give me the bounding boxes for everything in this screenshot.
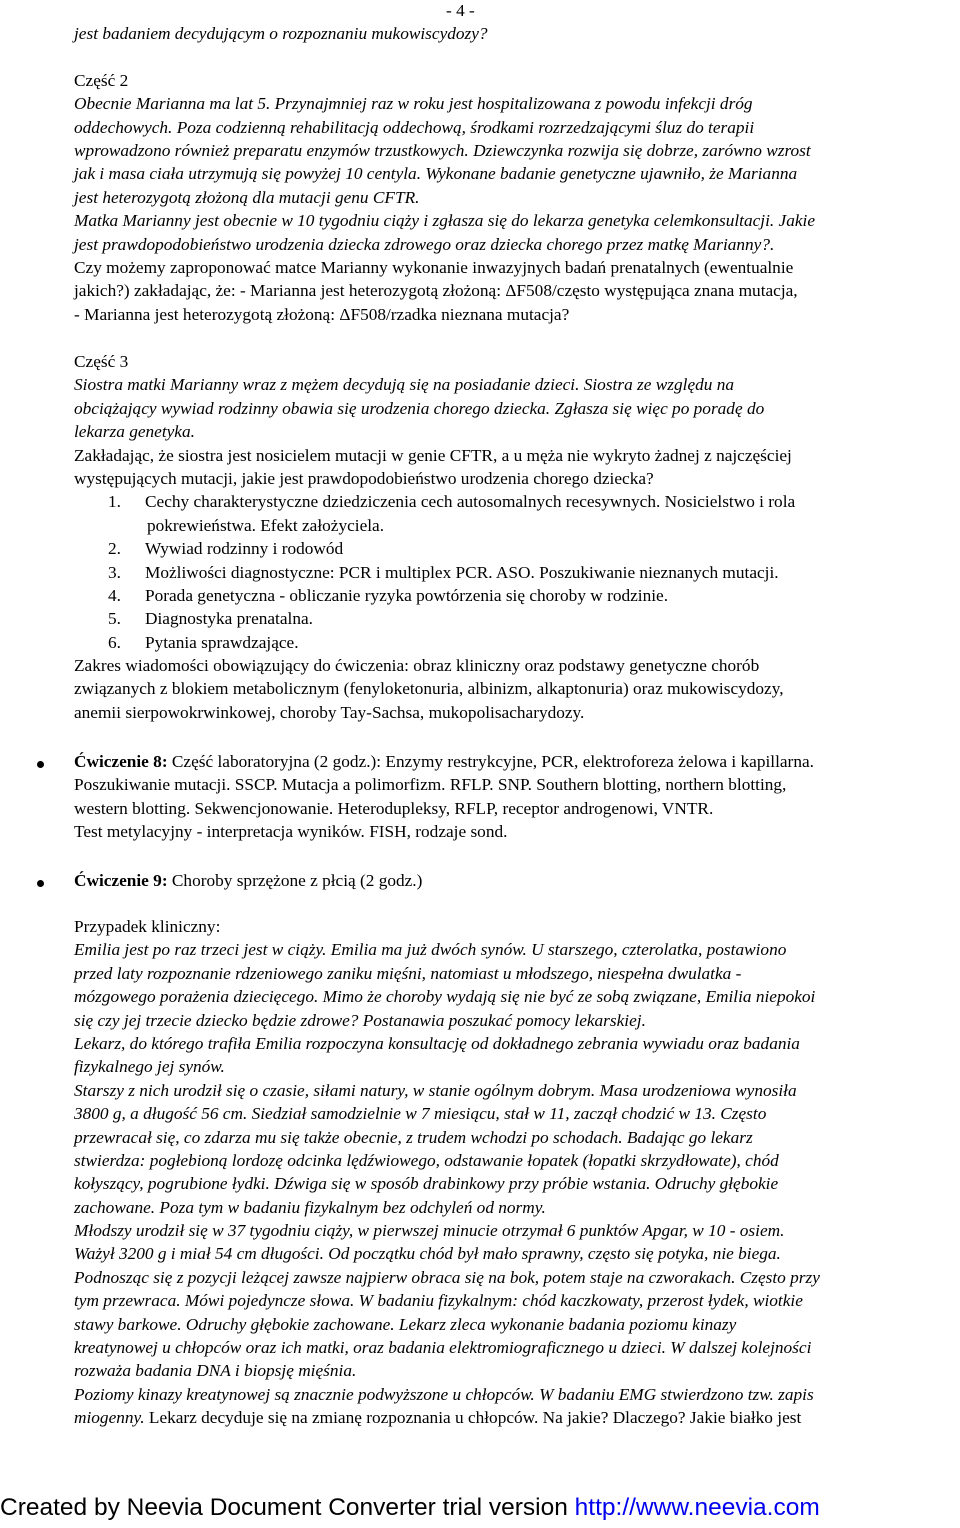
case-line: Emilia jest po raz trzeci jest w ciąży. Emilia ma już dwóch synów. U starszego, czterolatka, postawiono [74, 940, 787, 960]
case-line: Ważył 3200 g i miał 54 cm długości. Od początku chód był mało sprawny, często się potyka, nie biega. [74, 1244, 781, 1264]
case-heading: Przypadek kliniczny: [74, 917, 221, 936]
part2-line: wprowadzono również preparatu enzymów trzustkowych. Dziewczynka rozwija się dobrze, zarówno wzrost [74, 140, 811, 160]
spacer [74, 45, 954, 68]
case-line: rozważa badania DNA i biopsję mięśnia. [74, 1361, 357, 1381]
exercise9-text: Choroby sprzężone z płcią (2 godz.) [167, 871, 423, 890]
case-line: Podnosząc się z pozycji leżącej zawsze najpierw obraca się na bok, potem staje na czworakach. Często przy [74, 1267, 820, 1287]
case-line: kreatynowej u chłopców oraz ich matki, oraz badania elektromiograficznego u dzieci. W dalszej kolejności [74, 1338, 812, 1358]
case-line: 3800 g, a długość 56 cm. Siedział samodzielnie w 7 miesiącu, stał w 11, zaczął chodzić w 13. Często [74, 1104, 767, 1124]
exercise8-label: Ćwiczenie 8: [74, 752, 168, 771]
exercise9-label: Ćwiczenie 9: [74, 871, 168, 890]
list-text: Pytania sprawdzające. [145, 632, 299, 652]
list-text: Porada genetyczna - obliczanie ryzyka powtórzenia się choroby w rodzinie. [145, 585, 669, 605]
list-item [74, 490, 954, 513]
case-line: przed laty rozpoznanie rdzeniowego zaniku mięśni, natomiast u młodszego, niespełna dwulatka - [74, 963, 742, 983]
intro-line: jest badaniem decydującym o rozpoznaniu mukowiscydozy? [74, 24, 488, 43]
case-line: zachowane. Poza tym w badaniu fizykalnym bez odchyleń od normy. [74, 1197, 546, 1217]
case-last-regular: Lekarz decyduje się na zmianę rozpoznania u chłopców. Na jakie? Dlaczego? Jakie białko jest [144, 1408, 802, 1428]
part2-heading: Część 2 [74, 70, 129, 90]
case-line: kołyszący, pogrubione łydki. Dźwiga się w sposób drabinkowy przy próbie wstania. Odruchy głębokie [74, 1174, 779, 1194]
list-text: Możliwości diagnostyczne: PCR i multiplex PCR. ASO. Poszukiwanie nieznanych mutacji. [145, 562, 779, 582]
list-item [74, 584, 954, 607]
exercise8-text: Część laboratoryjna (2 godz.): Enzymy restrykcyjne, PCR, elektroforeza żelowa i kapillarna. [167, 752, 814, 771]
list-item-continuation: pokrewieństwa. Efekt założyciela. [147, 515, 385, 535]
converter-footer [0, 1492, 960, 1524]
bullet-icon [37, 761, 44, 768]
part3-line: Siostra matki Marianny wraz z mężem decydują się na posiadanie dzieci. Siostra ze względu na [74, 375, 734, 395]
exercise8-line: Poszukiwanie mutacji. SSCP. Mutacja a polimorfizm. RFLP. SNP. Southern blotting, northern blotting, [74, 775, 787, 795]
list-item [74, 631, 954, 654]
clinical-case-section [74, 915, 954, 1430]
case-line: Starszy z nich urodził się o czasie, siłami natury, w stanie ogólnym dobrym. Masa urodzeniowa wynosiła [74, 1080, 797, 1100]
case-line: tym przewraca. Mówi pojedyncze słowa. W badaniu fizykalnym: chód kaczkowaty, przerost łydek, wiotkie [74, 1291, 803, 1311]
exercise8-first-line [74, 750, 954, 773]
part3-question-line: występujących mutacji, jakie jest prawdopodobieństwo urodzenia chorego dziecka? [74, 468, 654, 488]
part3-heading: Część 3 [74, 352, 129, 371]
scope-line: Zakres wiadomości obowiązujący do ćwiczenia: obraz kliniczny oraz podstawy genetyczne chorób [74, 656, 760, 676]
exercise8-line: western blotting. Sekwencjonowanie. Heterodupleksy, RFLP, receptor androgenowi, VNTR. [74, 798, 714, 818]
list-number: 5. [108, 609, 121, 629]
part2-question-line: Czy możemy zaproponować matce Marianny wykonanie inwazyjnych badań prenatalnych (ewentualnie [74, 257, 794, 277]
list-text: Wywiad rodzinny i rodowód [145, 539, 344, 559]
list-number: 1. [108, 492, 121, 512]
case-line: Młodszy urodził się w 37 tygodniu ciąży, w pierwszej minucie otrzymał 6 punktów Apgar, w 10 - osiem. [74, 1221, 785, 1241]
part2-line: jest prawdopodobieństwo urodzenia dziecka zdrowego oraz dziecka chorego przez matkę Marianny?. [74, 234, 775, 254]
case-last-line [74, 1406, 954, 1429]
part2-section [74, 22, 954, 326]
case-line: stwierdza: pogłebioną lordozę odcinka lędźwiowego, odstawanie łopatek (łopatki skrzydłowate), chód [74, 1150, 779, 1170]
part2-line: jak i masa ciała utrzymują się powyżej 10 centyla. Wykonane badanie genetyczne ujawniło, że Marianna [74, 164, 798, 184]
list-text: Cechy charakterystyczne dziedziczenia cech autosomalnych recesywnych. Nosicielstwo i rola [145, 492, 796, 512]
part2-question-line: - Marianna jest heterozygotą złożoną: ΔF508/rzadka nieznana mutacja? [74, 304, 570, 324]
case-line: mózgowego porażenia dziecięcego. Mimo że choroby wydają się nie być ze sobą związane, Emilia niepokoi [74, 987, 816, 1007]
case-line: Lekarz, do którego trafiła Emilia rozpoczyna konsultację od dokładnego zebrania wywiadu oraz badania [74, 1033, 800, 1053]
exercise9-section [74, 869, 954, 892]
part2-question-line: jakich?) zakładając, że: - Marianna jest heterozygotą złożoną: ΔF508/często występująca znana mutacja, [74, 281, 798, 301]
case-line: stawy barkowe. Odruchy głębokie zachowane. Lekarz zleca wykonanie badania poziomu kinazy [74, 1314, 737, 1334]
bullet-icon [37, 880, 44, 887]
part2-line: jest heterozygotą złożoną dla mutacji genu CFTR. [74, 187, 420, 207]
case-line: fizykalnego jej synów. [74, 1057, 225, 1077]
footer-link[interactable]: http://www.neevia.com [574, 1494, 820, 1521]
case-line: się czy jej trzecie dziecko będzie zdrowe? Postanawia poszukać pomocy lekarskiej. [74, 1010, 646, 1030]
footer-text: Created by Neevia Document Converter trial version [0, 1494, 575, 1521]
list-item [74, 537, 954, 560]
part2-line: Obecnie Marianna ma lat 5. Przynajmniej raz w roku jest hospitalizowana z powodu infekcji dróg [74, 94, 753, 114]
list-number: 6. [108, 632, 121, 652]
part2-line: Matka Marianny jest obecnie w 10 tygodniu ciąży i zgłasza się do lekarza genetyka celemkonsultacji. Jakie [74, 211, 815, 231]
part3-line: obciążający wywiad rodzinny obawia się urodzenia chorego dziecka. Zgłasza się więc po poradę do [74, 398, 765, 418]
case-line: przewracał się, co zdarza mu się także obecnie, z trudem wchodzi po schodach. Badając go lekarz [74, 1127, 753, 1147]
exercise9-line [74, 869, 954, 892]
page-number: - 4 - [446, 1, 475, 20]
part3-line: lekarza genetyka. [74, 422, 195, 442]
part3-section [74, 350, 954, 724]
list-number: 4. [108, 585, 121, 605]
part2-line: oddechowych. Poza codzienną rehabilitacją oddechową, środkami rozrzedzającymi śluz do terapii [74, 117, 755, 137]
scope-line: anemii sierpowokrwinkowej, choroby Tay-Sachsa, mukopolisacharydozy. [74, 702, 585, 722]
list-text: Diagnostyka prenatalna. [145, 609, 313, 629]
exercise8-section [74, 750, 954, 844]
case-line: Poziomy kinazy kreatynowej są znacznie podwyższone u chłopców. W badaniu EMG stwierdzono tzw. zapis [74, 1384, 814, 1404]
exercise8-line: Test metylacyjny - interpretacja wyników. FISH, rodzaje sond. [74, 822, 508, 842]
list-number: 3. [108, 562, 121, 582]
part3-question-line: Zakładając, że siostra jest nosicielem mutacji w genie CFTR, a u męża nie wykryto żadnej z najczęściej [74, 445, 792, 465]
scope-line: związanych z blokiem metabolicznym (fenyloketonuria, albinizm, alkaptonuria) oraz mukowiscydozy, [74, 679, 784, 699]
list-item [74, 607, 954, 630]
list-item [74, 561, 954, 584]
case-last-italic: miogenny. [74, 1408, 145, 1428]
list-number: 2. [108, 539, 121, 559]
